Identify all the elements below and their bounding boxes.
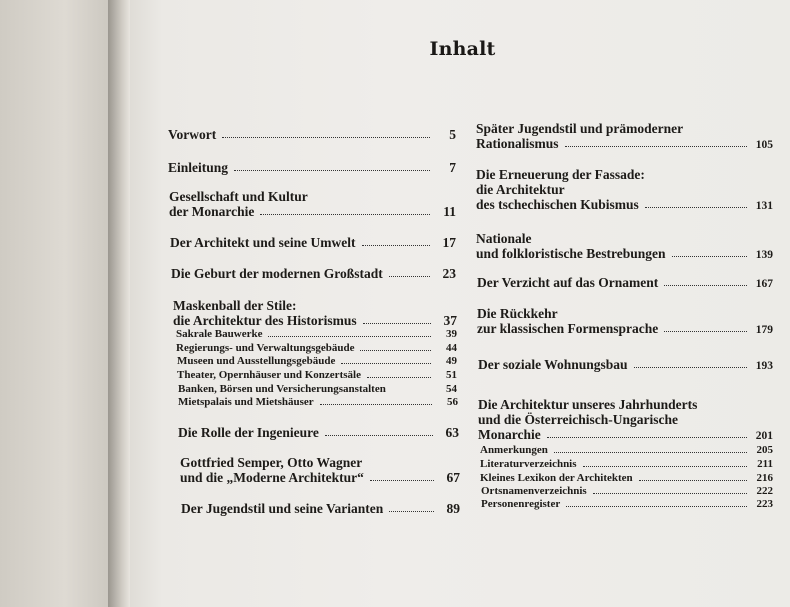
toc-entry-title-cont: und folkloristische Bestrebungen (476, 246, 666, 261)
toc-entry-page: 139 (755, 249, 773, 261)
toc-entry-title: Der Architekt und seine Umwelt (170, 235, 356, 250)
dot-leader (362, 245, 431, 246)
dot-leader (320, 404, 432, 405)
toc-entry (478, 357, 773, 372)
toc-entry-page: 56 (447, 396, 458, 408)
toc-entry-page: 211 (757, 458, 773, 470)
toc-entry (178, 425, 459, 440)
toc-entry (169, 189, 456, 219)
dot-leader (370, 480, 434, 481)
toc-entry-page: 37 (443, 313, 457, 328)
toc-entry-page: 223 (756, 498, 773, 510)
toc-entry-title-cont: der Monarchie (169, 204, 255, 219)
toc-subentry (480, 444, 773, 456)
toc-entry-title: Der soziale Wohnungsbau (478, 357, 628, 372)
toc-entry-page: 49 (446, 355, 457, 367)
toc-entry-page: 105 (755, 139, 773, 151)
toc-entry-title: Später Jugendstil und prämoderner (476, 121, 684, 136)
toc-entry-title-cont: die Architektur des Historismus (173, 313, 357, 328)
dot-leader (360, 350, 431, 351)
dot-leader (260, 214, 430, 215)
toc-entry (476, 167, 773, 212)
toc-entry-title: Banken, Börsen und Versicherungsanstalten (178, 383, 386, 395)
toc-entry-page: 23 (442, 266, 456, 281)
toc-entry-page: 205 (756, 444, 773, 456)
toc-entry-title: Die Geburt der modernen Großstadt (171, 266, 383, 281)
toc-entry (180, 455, 460, 485)
toc-entry-page: 89 (446, 501, 460, 516)
dot-leader (565, 146, 747, 147)
toc-entry-title: Die Architektur unseres Jahrhunderts (478, 397, 698, 412)
toc-entry-page: 179 (755, 324, 773, 336)
dot-leader (222, 137, 430, 138)
toc-entry-title-cont: und die „Moderne Architektur“ (180, 470, 364, 485)
toc-entry-title: Personenregister (481, 498, 561, 510)
toc-entry-page: 216 (756, 472, 773, 484)
toc-entry-page: 51 (446, 369, 457, 381)
left-page (0, 0, 118, 607)
page-title: Inhalt (429, 38, 496, 60)
toc-entry-title: Mietspalais und Mietshäuser (178, 396, 314, 408)
toc-entry-page: 54 (446, 383, 457, 395)
toc-entry-title: Ortsnamenverzeichnis (481, 485, 587, 497)
toc-entry-title: Sakrale Bauwerke (176, 328, 263, 340)
toc-entry-title: Literaturverzeichnis (480, 458, 577, 470)
dot-leader (593, 493, 747, 494)
toc-subentry (480, 458, 773, 470)
book-gutter (108, 0, 130, 607)
toc-entry-title: Gottfried Semper, Otto Wagner (180, 455, 363, 470)
toc-entry-title-cont: zur klassischen Formensprache (477, 321, 659, 336)
toc-subentry (177, 369, 457, 381)
toc-subentry (177, 355, 457, 367)
dot-leader (664, 285, 747, 286)
toc-entry (478, 397, 773, 442)
toc-subentry (481, 485, 773, 497)
dot-leader (554, 452, 747, 453)
toc-entry-page: 5 (449, 127, 456, 142)
toc-entry-title-cont: Rationalismus (476, 136, 559, 151)
toc-entry-title: Die Rückkehr (477, 306, 558, 321)
dot-leader (367, 377, 431, 378)
dot-leader (341, 363, 431, 364)
toc-entry-title-cont: Monarchie (478, 427, 541, 442)
toc-entry-title: Vorwort (168, 127, 217, 142)
toc-entry-page: 193 (755, 360, 773, 372)
dot-leader (389, 511, 434, 512)
toc-entry-title: Der Verzicht auf das Ornament (477, 275, 659, 290)
toc-entry (477, 306, 773, 336)
toc-entry-title: Die Rolle der Ingenieure (178, 425, 319, 440)
dot-leader (389, 276, 430, 277)
toc-entry (168, 160, 456, 175)
dot-leader (664, 331, 747, 332)
toc-entry (170, 235, 456, 250)
dot-leader (645, 207, 747, 208)
toc-entry-page: 11 (443, 204, 456, 219)
toc-entry-title-cont: die Architektur (476, 182, 565, 197)
dot-leader (566, 506, 747, 507)
toc-entry (173, 298, 457, 328)
toc-subentry (481, 498, 773, 510)
toc-entry-title: Anmerkungen (480, 444, 548, 456)
toc-entry-title-cont: des tschechischen Kubismus (476, 197, 639, 212)
toc-entry-page: 39 (446, 328, 457, 340)
dot-leader (325, 435, 433, 436)
dot-leader (583, 466, 747, 467)
toc-subentry (178, 383, 457, 395)
toc-entry (476, 231, 773, 261)
toc-entry-title: Kleines Lexikon der Architekten (480, 472, 633, 484)
toc-entry-title: Nationale (476, 231, 532, 246)
toc-entry-page: 222 (756, 485, 773, 497)
toc-entry-page: 63 (445, 425, 459, 440)
dot-leader (363, 323, 431, 324)
toc-entry-title: Theater, Opernhäuser und Konzertsäle (177, 369, 361, 381)
toc-entry-title: Gesellschaft und Kultur (169, 189, 308, 204)
toc-entry-page: 67 (446, 470, 460, 485)
toc-entry-page: 167 (755, 278, 773, 290)
dot-leader (639, 480, 747, 481)
dot-leader (634, 367, 747, 368)
toc-subentry (176, 342, 457, 354)
toc-entry-title: Maskenball der Stile: (173, 298, 297, 313)
toc-entry (476, 121, 773, 151)
toc-entry-title: Der Jugendstil und seine Varianten (181, 501, 384, 516)
toc-entry-title: Einleitung (168, 160, 229, 175)
dot-leader (234, 170, 430, 171)
toc-entry-title-cont: und die Österreichisch-Ungarische (478, 412, 678, 427)
toc-subentry (178, 396, 458, 408)
toc-entry-title: Regierungs- und Verwaltungsgebäude (176, 342, 355, 354)
toc-entry-page: 7 (449, 160, 456, 175)
toc-entry (171, 266, 456, 281)
toc-entry-page: 17 (442, 235, 456, 250)
dot-leader (672, 256, 747, 257)
toc-entry (168, 127, 456, 142)
dot-leader (268, 336, 431, 337)
toc-entry-title: Museen und Ausstellungsgebäude (177, 355, 336, 367)
toc-entry-title: Die Erneuerung der Fassade: (476, 167, 645, 182)
toc-entry (181, 501, 460, 516)
toc-entry-page: 44 (446, 342, 457, 354)
toc-subentry (176, 328, 457, 340)
toc-subentry (480, 472, 773, 484)
toc-entry (477, 275, 773, 290)
toc-entry-page: 201 (755, 430, 773, 442)
toc-entry-page: 131 (755, 200, 773, 212)
dot-leader (547, 437, 747, 438)
